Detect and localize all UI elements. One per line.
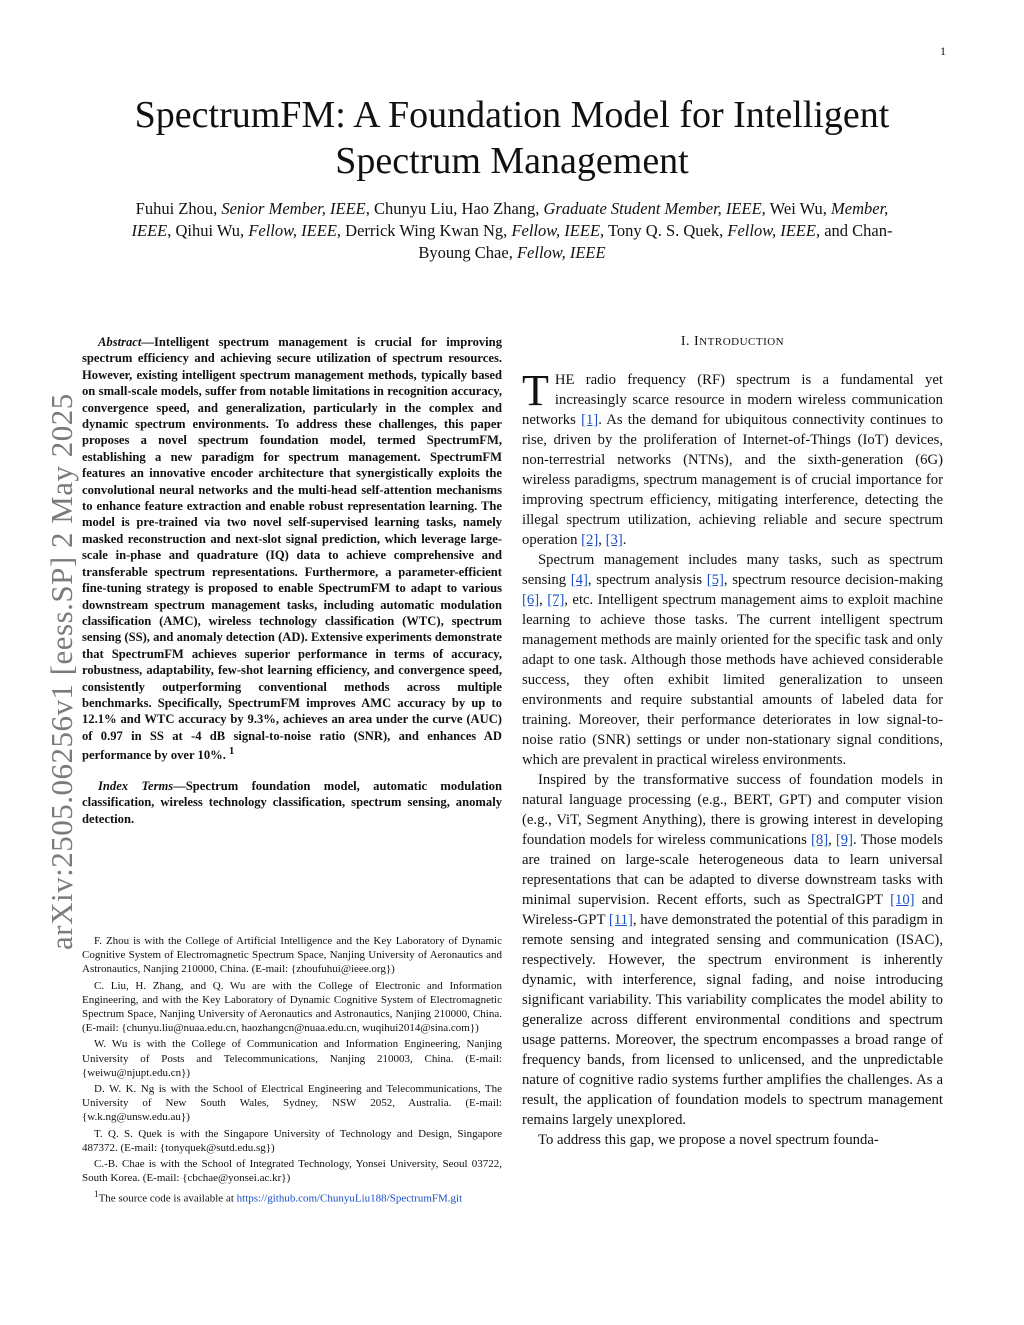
section-heading-introduction: I. INTRODUCTION [680,334,785,349]
citation-link[interactable]: [11] [608,912,633,928]
intro-paragraph-2: Spectrum management includes many tasks, such as spectrum sensing [4], spectrum analysis [5], spectrum resource decision-making [6], [7], etc. Intelligent spectrum management aims to exploit machine learning to achieve those tasks. The current intelligent spectrum management methods are mainly oriented for the specific task and only adapt to one task. Although those methods have achieved considerable success, they often exhibit limited generalization to unseen environments and require substantial amounts of labeled data for training. Moreover, their performance deteriorates in low signal-to-noise ratio (SNR) settings or under non-stationary signal conditions, which are prevalent in practical wireless environments. [522,552,944,768]
author-list: Fuhui Zhou, Senior Member, IEEE, Chunyu Liu, Hao Zhang, Graduate Student Member, IEEE, Wei Wu, Member, IEEE, Qihui Wu, Fellow, IEEE, Derrick Wing Kwan Ng, Fellow, IEEE, Tony Q. S. Quek, Fellow, IEEE, and Chan-Byoung Chae, Fellow, IEEE [131,199,893,262]
arxiv-identifier: arXiv:2505.06256v1 [eess.SP] 2 May 2025 [44,393,79,950]
intro-paragraph-4: To address this gap, we propose a novel spectrum founda- [538,1132,879,1148]
citation-link[interactable]: [3] [605,532,623,548]
abstract [82,334,502,764]
page-number: 1 [940,44,946,58]
intro-paragraph-1: THE radio frequency (RF) spectrum is a fundamental yet increasingly scarce resource in modern wireless communication networks [1]. As the demand for ubiquitous connectivity continues to rise, driven by the proliferation of Internet-of-Things (IoT) devices, non-terrestrial networks (NTNs), and the sixth-generation (6G) wireless paradigms, spectrum management is of crucial importance for improving spectrum efficiency, mitigating interference, detecting the illegal spectrum utilization, achieving reliable and secure spectrum operation [2], [3]. [522,366,943,548]
paper-title: SpectrumFM: A Foundation Model for Intelligent Spectrum Management [134,94,890,182]
source-code-link[interactable]: https://github.com/ChunyuLiu188/SpectrumFM.git [236,1193,463,1206]
right-column [522,334,943,1150]
footnote-wu: W. Wu is with the College of Communication and Information Engineering, Nanjing University of Posts and Telecommunications, Nanjing 210003, China. (E-mail: {weiwu@njupt.edu.cn}) [82,1038,502,1079]
citation-link[interactable]: [5] [706,572,724,588]
index-terms-label: Index Terms [98,778,174,793]
citation-link[interactable]: [9] [835,832,854,848]
citation-link[interactable]: [7] [547,592,565,608]
citation-link[interactable]: [8] [810,832,829,848]
abstract-text: —Intelligent spectrum management is crucial for improving spectrum efficiency and achieving secure utilization of spectrum resources. However, existing intelligent spectrum management methods, typically based on small-scale models, suffer from notable limitations in recognition accuracy, convergence speed, and generalization, particularly in the complex and dynamic spectrum environments. To address these challenges, this paper proposes a novel spectrum foundation model, termed SpectrumFM, establishing a new paradigm for spectrum management. SpectrumFM features an innovative encoder architecture that synergistically exploits the convolutional neural networks and the multi-head self-attention mechanisms to enhance feature extraction and enable robust representation learning. The model is pre-trained via two novel self-supervised learning tasks, namely masked reconstruction and next-slot signal prediction, which leverage large-scale in-phase and quadrature (IQ) data to achieve comprehensive and transferable spectrum representations. Furthermore, a parameter-efficient fine-tuning strategy is proposed to enable SpectrumFM to adapt to various downstream spectrum management tasks, including automatic modulation classification (AMC), wireless technology classification (WTC), spectrum sensing (SS), and anomaly detection (AD). Extensive experiments demonstrate that SpectrumFM achieves superior performance in terms of accuracy, robustness, adaptability, few-shot learning efficiency, and convergence speed, consistently outperforming conventional methods across multiple benchmarks. Specifically, SpectrumFM improves AMC accuracy by up to 12.1% and WTC accuracy by 9.3%, achieves an area under the curve (AUC) of 0.97 in SS at -4 dB signal-to-noise ratio (SNR), and enhances AD performance by over 10%. [82,335,502,763]
footnote-source-code: $^1$The source code is available at https://github.com/ChunyuLiu188/SpectrumFM.git [94,1189,463,1206]
abstract-footnote-mark: 1 [229,746,235,758]
left-column [82,334,502,827]
citation-link[interactable]: [4] [570,572,588,588]
footnote-liu-zhang-wu: C. Liu, H. Zhang, and Q. Wu are with the College of Electronic and Information Engineering, and with the Key Laboratory of Dynamic Cognitive System of Electromagnetic Spectrum Space, Nanjing University of Aeronautics and Astronautics, Nanjing 210000, China. (E-mail: {chunyu.liu@nuaa.edu.cn, haozhangcn@nuaa.edu.cn, wuqihui2014@sina.com}) [82,979,502,1035]
index-terms [82,778,502,827]
footnote-chae: C.-B. Chae is with the School of Integrated Technology, Yonsei University, Seoul 03722, South Korea. (E-mail: {cbchae@yonsei.ac.kr}) [82,1158,502,1185]
abstract-label: Abstract [98,335,142,349]
citation-link[interactable]: [10] [890,892,915,908]
intro-paragraph-3: Inspired by the transformative success of foundation models in natural language processing (e.g., BERT, GPT) and computer vision (e.g., ViT, Segment Anything), there is growing interest in developing foundation models for wireless communications [8], [9]. Those models are trained on large-scale heterogeneous data to learn universal representations that can be adapted to diverse downstream tasks with minimal supervision. Recent efforts, such as SpectralGPT [10] and Wireless-GPT [11], have demonstrated the potential of this paradigm in remote sensing and integrated sensing and communication (ISAC), respectively. However, the spectrum environment is inherently dynamic, with interference, signal fading, and noise introducing significant variability. This variability complicates the model ability to generalize across different environmental conditions and spectrum usage patterns. Moreover, the spectrum encompasses a broad range of frequency bands, from licensed to unlicensed, and the unpredictable nature of cognitive radio systems further amplifies the challenges. As a result, the application of foundation models to spectrum management remains largely unexplored. [522,772,944,1128]
citation-link[interactable]: [1] [581,412,599,428]
citation-link[interactable]: [2] [581,532,599,548]
footnotes [82,934,502,1208]
footnote-zhou: F. Zhou is with the College of Artificial Intelligence and the Key Laboratory of Dynamic Cognitive System of Electromagnetic Spectrum Space, Nanjing University of Aeronautics and Astronautics, Nanjing 210000, China. (E-mail: {zhoufuhui@ieee.org}) [82,935,502,976]
citation-link[interactable]: [6] [522,592,540,608]
footnote-ng: D. W. K. Ng is with the School of Electrical Engineering and Telecommunications, The University of New South Wales, Sydney, NSW 2052, Australia. (E-mail: {w.k.ng@unsw.edu.au}) [82,1083,502,1124]
drop-cap: T [522,366,549,415]
index-terms-text: —Spectrum foundation model, automatic modulation classification, wireless technology classification, spectrum sensing, anomaly detection. [82,778,502,826]
footnote-quek: T. Q. S. Quek is with the Singapore University of Technology and Design, Singapore 487372. (E-mail: {tonyquek@sutd.edu.sg}) [82,1127,502,1154]
